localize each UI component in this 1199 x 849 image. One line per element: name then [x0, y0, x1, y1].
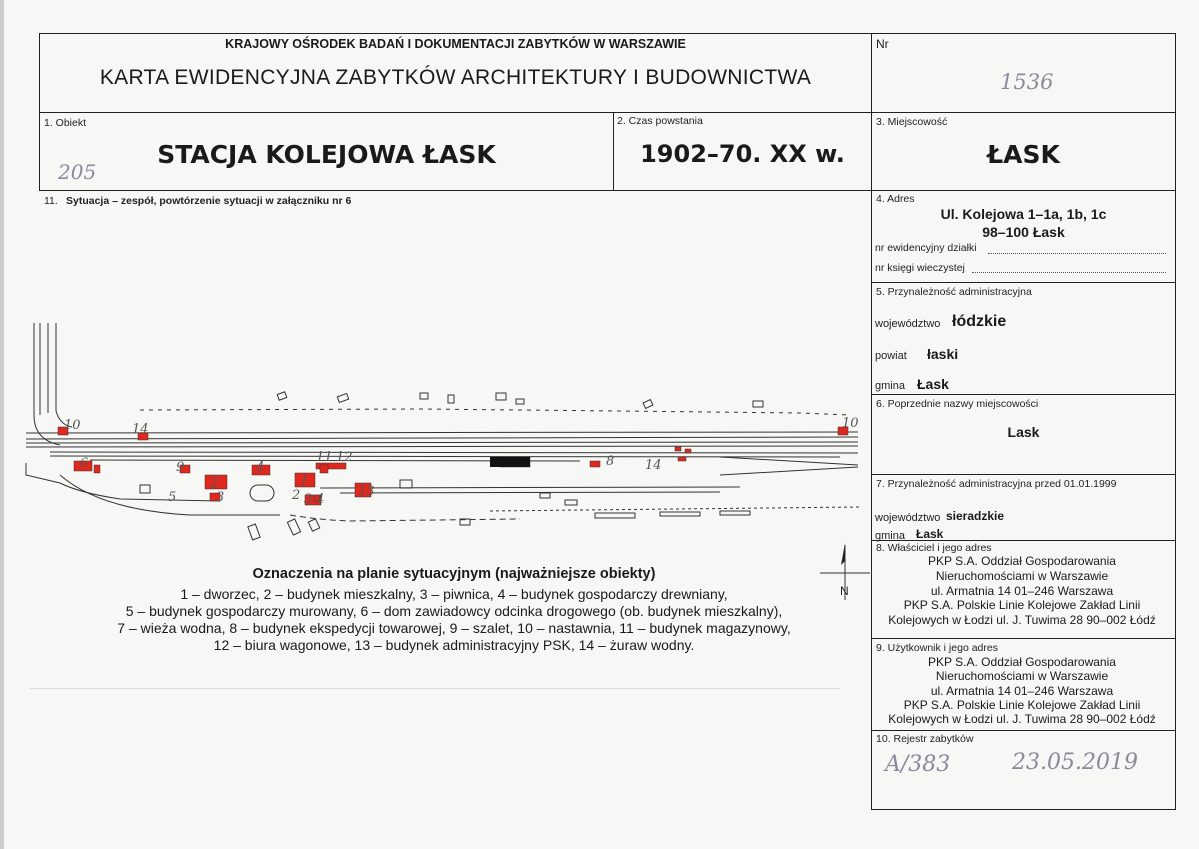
powiat-value: łaski: [927, 346, 959, 362]
map-number-label: 1: [300, 474, 309, 489]
nr-value: 1536: [1000, 70, 1054, 94]
map-number-label: 8: [606, 454, 615, 469]
woj-value: łódzkie: [952, 313, 1007, 330]
wlasciciel-line: PKP S.A. Oddział Gospodarowania: [928, 554, 1116, 568]
adres-label: 4. Adres: [876, 193, 915, 205]
legend-line-3: 7 – wieża wodna, 8 – budynek ekspedycji towarowej, 9 – szalet, 10 – nastawnia, 11 – budynek magazynowy,: [117, 620, 791, 636]
poprzednie-value: Lask: [1007, 424, 1040, 440]
przed1999-woj-value: sieradzkie: [946, 509, 1005, 523]
przed1999-woj-label: województwo: [875, 512, 941, 524]
divider-6: [871, 474, 1176, 475]
institution-name: KRAJOWY OŚRODEK BADAŃ I DOKUMENTACJI ZABYTKÓW W WARSZAWIE: [225, 37, 686, 51]
adres-line1: Ul. Kolejowa 1–1a, 1b, 1c: [940, 206, 1107, 222]
map-number-label: 14: [645, 458, 662, 473]
wlasciciel-label: 8. Właściciel i jego adres: [876, 542, 992, 554]
ksiegi-label: nr księgi wieczystej: [875, 262, 965, 274]
uzytkownik-label: 9. Użytkownik i jego adres: [876, 642, 998, 654]
czas-label: 2. Czas powstania: [617, 115, 703, 127]
legend-line-2: 5 – budynek gospodarczy murowany, 6 – dom zawiadowcy odcinka drogowego (ob. budynek mieszkalny),: [125, 603, 783, 619]
legend-title: Oznaczenia na planie sytuacyjnym (najważniejsze obiekty): [252, 566, 656, 582]
ksiegi-field: [972, 272, 1166, 273]
divider-4: [871, 282, 1176, 283]
divider-9: [871, 730, 1176, 731]
card-title: KARTA EWIDENCYJNA ZABYTKÓW ARCHITEKTURY I BUDOWNICTWA: [99, 66, 812, 89]
north-label: N: [840, 584, 849, 598]
rejestr-number: A/383: [885, 752, 951, 777]
obiekt-label: 1. Obiekt: [44, 117, 87, 129]
divider-8: [871, 638, 1176, 639]
legend-divider: [30, 688, 840, 689]
uzytkownik-line: PKP S.A. Polskie Linie Kolejowe Zakład Linii: [903, 698, 1141, 712]
nr-label: Nr: [876, 37, 889, 51]
woj-label: województwo: [875, 318, 941, 330]
map-number-label: 2: [292, 488, 301, 503]
adres-line2: 98–100 Łask: [982, 224, 1065, 240]
map-number-label: 14: [132, 422, 149, 437]
map-number-label: 2: [210, 476, 219, 491]
map-number-label: 4: [256, 460, 265, 475]
wlasciciel-line: Nieruchomościami w Warszawie: [935, 569, 1109, 583]
rejestr-label: 10. Rejestr zabytków: [876, 733, 974, 745]
scan-edge: [0, 0, 4, 849]
legend-line-1: 1 – dworzec, 2 – budynek mieszkalny, 3 – piwnica, 4 – budynek gospodarczy drewniany,: [180, 586, 728, 602]
wlasciciel-line: PKP S.A. Polskie Linie Kolejowe Zakład Linii: [903, 598, 1141, 612]
przed1999-label: 7. Przynależność administracyjna przed 01.01.1999: [876, 478, 1117, 490]
przed1999-gmina-value: Łask: [916, 527, 944, 541]
map-number-label: 10: [64, 418, 81, 433]
map-number-label: 5: [168, 490, 177, 505]
map-number-label: 4: [316, 492, 325, 507]
map-number-label: 13: [358, 484, 375, 499]
map-number-label: 11: [316, 450, 333, 465]
czas-value: 1902–70. XX w.: [640, 140, 845, 168]
legend-line-4: 12 – biura wagonowe, 13 – budynek administracyjny PSK, 14 – żuraw wodny.: [213, 637, 695, 653]
rejestr-date: 23.05.2019: [1012, 750, 1138, 775]
obiekt-value: STACJA KOLEJOWA ŁASK: [157, 140, 496, 169]
uzytkownik-line: ul. Armatnia 14 01–246 Warszawa: [930, 684, 1114, 698]
wlasciciel-line: Kolejowych w Łodzi ul. J. Tuwima 28 90–002 Łódź: [888, 613, 1156, 627]
uzytkownik-line: Kolejowych w Łodzi ul. J. Tuwima 28 90–002 Łódź: [888, 712, 1156, 726]
wlasciciel-line: ul. Armatnia 14 01–246 Warszawa: [930, 584, 1114, 598]
gmina-value: Łask: [917, 376, 949, 392]
map-number-label: 6: [80, 456, 89, 471]
divider-5: [871, 394, 1176, 395]
map-number-label: 3: [304, 492, 313, 507]
przed1999-gmina-label: gmina: [875, 530, 905, 542]
map-number-label: 9: [176, 460, 185, 475]
map-number-label: 12: [336, 450, 353, 465]
sytuacja-label: Sytuacja – zespół, powtórzenie sytuacji w załączniku nr 6: [66, 195, 352, 207]
miejscowosc-label: 3. Miejscowość: [876, 116, 948, 128]
map-number-label: 3: [216, 490, 225, 505]
dzialki-label: nr ewidencyjny działki: [875, 242, 977, 254]
miejscowosc-value: ŁASK: [987, 140, 1060, 169]
powiat-label: powiat: [875, 350, 907, 362]
uzytkownik-line: Nieruchomościami w Warszawie: [935, 669, 1109, 683]
divider-7: [871, 540, 1176, 541]
gmina-label: gmina: [875, 380, 905, 392]
dzialki-field: [988, 253, 1166, 254]
obiekt-handwritten: 205: [58, 160, 97, 184]
sytuacja-label-num: 11.: [44, 195, 58, 207]
uzytkownik-line: PKP S.A. Oddział Gospodarowania: [928, 655, 1116, 669]
poprzednie-label: 6. Poprzednie nazwy miejscowości: [876, 398, 1039, 410]
przynaleznosc-label: 5. Przynależność administracyjna: [876, 286, 1032, 298]
map-number-label: 10: [842, 416, 859, 431]
